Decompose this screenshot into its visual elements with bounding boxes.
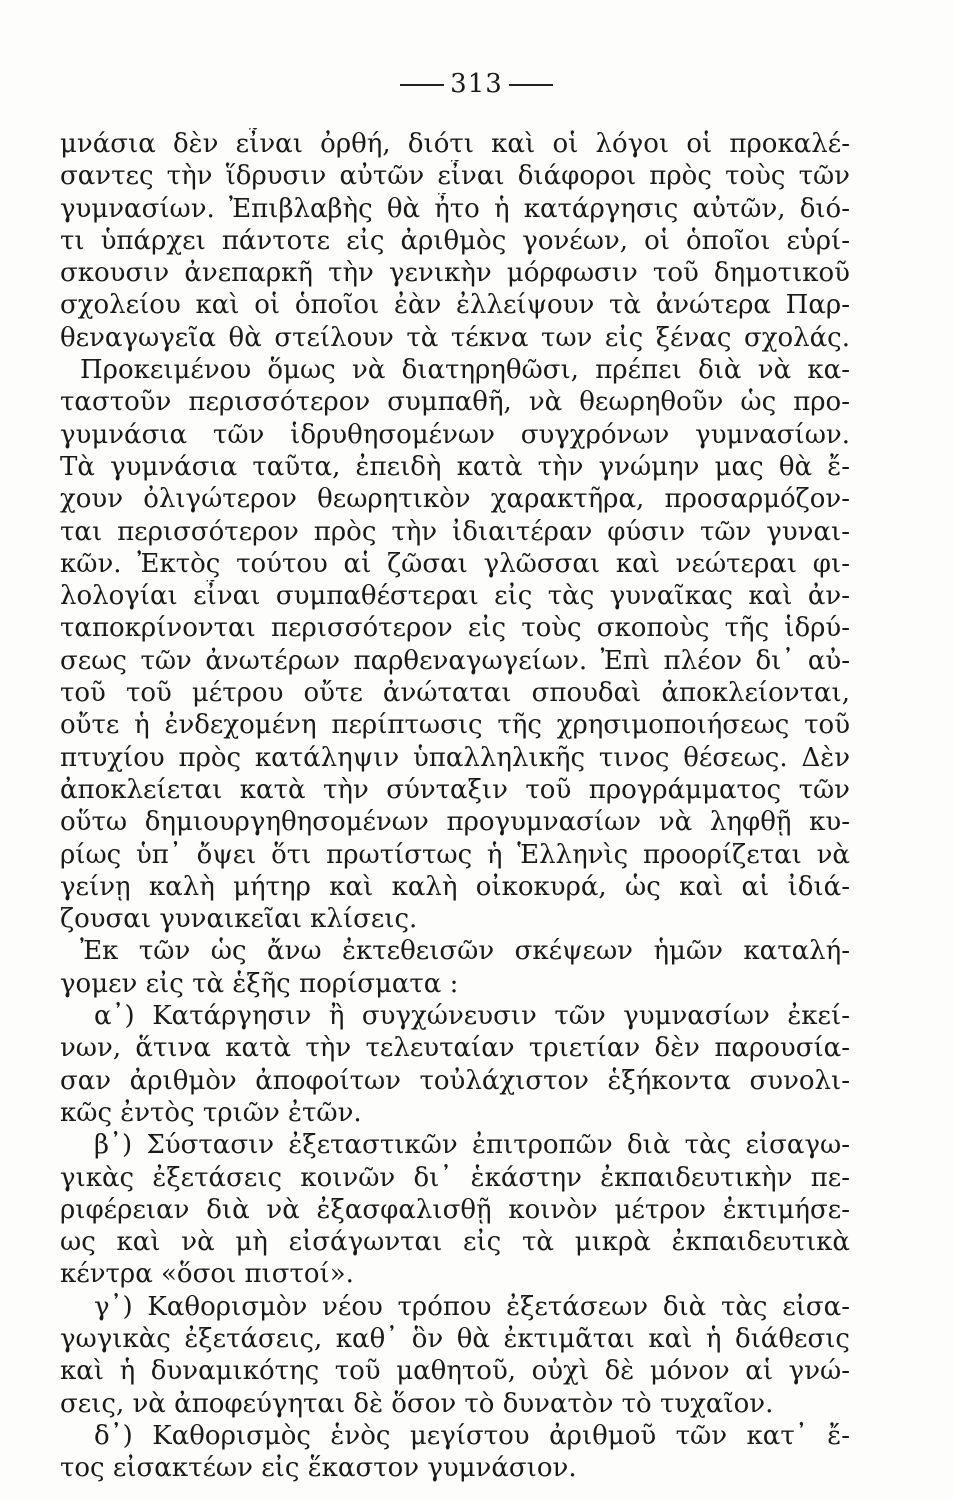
text-line: ἀποκλείεται κατὰ τὴν σύνταξιν τοῦ προγράμματος τῶν (60, 774, 850, 805)
right-dash (509, 84, 553, 86)
text-line: γ᾿) Καθορισμὸν νέου τρόπου ἐξετάσεων διὰ τὰς εἰσα- (94, 1291, 850, 1322)
text-line: δ᾿) Καθορισμὸς ἑνὸς μεγίστου ἀριθμοῦ τῶν κατ᾿ ἔ- (94, 1420, 850, 1451)
text-line: θεναγωγεῖα θὰ στείλουν τὰ τέκνα των εἰς ξένας σχολάς. (60, 322, 850, 353)
text-line: ζουσαι γυναικεῖαι κλίσεις. (60, 904, 418, 935)
text-line: κῶς ἐντὸς τριῶν ἐτῶν. (60, 1097, 362, 1128)
text-line: τι ὑπάρχει πάντοτε εἰς ἀριθμὸς γονέων, οἱ ὁποῖοι εὑρί- (60, 225, 850, 256)
page-number (0, 64, 953, 104)
text-line: ρίως ὑπ᾿ ὄψει ὅτι πρωτίστως ἡ Ἑλληνὶς προορίζεται νὰ (60, 839, 850, 870)
body-text (60, 128, 850, 1484)
text-line: καὶ ἡ δυναμικότης τοῦ μαθητοῦ, οὐχὶ δὲ μόνον αἱ γνώ- (60, 1356, 850, 1387)
text-line: γείνῃ καλὴ μήτηρ καὶ καλὴ οἰκοκυρά, ὡς καὶ αἱ ἰδιά- (60, 871, 850, 902)
text-line: ται περισσότερον πρὸς τὴν ἰδιαιτέραν φύσιν τῶν γυναι- (60, 516, 850, 547)
text-line: σχολείου καὶ οἱ ὁποῖοι ἐὰν ἐλλείψουν τὰ ἀνώτερα Παρ- (60, 290, 850, 321)
text-line: γικὰς ἐξετάσεις κοινῶν δι᾿ ἑκάστην ἐκπαιδευτικὴν πε- (60, 1162, 850, 1193)
text-line: οὕτω δημιουργηθησομένων προγυμνασίων νὰ ληφθῇ κυ- (60, 807, 850, 838)
text-line: τοῦ τοῦ μέτρου οὔτε ἀνώταται σπουδαὶ ἀποκλείονται, (60, 678, 850, 709)
page-number-value: 313 (450, 69, 503, 99)
text-line: σεως τῶν ἀνωτέρων παρθεναγωγείων. Ἐπὶ πλέον δι᾿ αὐ- (60, 645, 850, 676)
text-line: β᾿) Σύστασιν ἐξεταστικῶν ἐπιτροπῶν διὰ τὰς εἰσαγω- (94, 1130, 850, 1161)
text-line: γυμνάσια τῶν ἱδρυθησομένων συγχρόνων γυμνασίων. (60, 419, 850, 450)
text-line: πτυχίου πρὸς κατάληψιν ὑπαλληλικῆς τινος θέσεως. Δὲν (60, 742, 850, 773)
text-line: ως καὶ νὰ μὴ εἰσάγωνται εἰς τὰ μικρὰ ἐκπαιδευτικὰ (60, 1227, 850, 1258)
text-line: Τὰ γυμνάσια ταῦτα, ἐπειδὴ κατὰ τὴν γνώμην μας θὰ ἔ- (60, 451, 850, 482)
text-line: οὔτε ἡ ἐνδεχομένη περίπτωσις τῆς χρησιμοποιήσεως τοῦ (60, 710, 850, 741)
text-line: ριφέρειαν διὰ νὰ ἐξασφαλισθῇ κοινὸν μέτρον ἐκτιμήσε- (60, 1194, 850, 1225)
text-line: κέντρα «ὅσοι πιστοί». (60, 1259, 354, 1290)
text-line: σαν ἀριθμὸν ἀποφοίτων τοὐλάχιστον ἑξήκοντα συνολι- (60, 1065, 850, 1096)
text-line: γωγικὰς ἐξετάσεις, καθ᾿ ὃν θὰ ἐκτιμᾶται καὶ ἡ διάθεσις (60, 1323, 850, 1354)
text-line: Προκειμένου ὅμως νὰ διατηρηθῶσι, πρέπει διὰ νὰ κα- (80, 355, 850, 386)
text-line: α᾿) Κατάργησιν ἢ συγχώνευσιν τῶν γυμνασίων ἐκεί- (94, 1001, 850, 1032)
text-line: νων, ἅτινα κατὰ τὴν τελευταίαν τριετίαν δὲν παρουσία- (60, 1033, 850, 1064)
text-line: σαντες τὴν ἵδρυσιν αὐτῶν εἶναι διάφοροι πρὸς τοὺς τῶν (60, 161, 850, 192)
text-line: ταποκρίνονται περισσότερον εἰς τοὺς σκοποὺς τῆς ἱδρύ- (60, 613, 850, 644)
text-line: σκουσιν ἀνεπαρκῆ τὴν γενικὴν μόρφωσιν τοῦ δημοτικοῦ (60, 258, 850, 289)
text-line: Ἐκ τῶν ὡς ἄνω ἐκτεθεισῶν σκέψεων ἡμῶν καταλή- (80, 936, 850, 967)
text-line: ταστοῦν περισσότερον συμπαθῆ, νὰ θεωρηθοῦν ὡς προ- (60, 387, 850, 418)
text-line: χουν ὀλιγώτερον θεωρητικὸν χαρακτῆρα, προσαρμόζον- (60, 484, 850, 515)
text-line: μνάσια δὲν εἶναι ὀρθή, διότι καὶ οἱ λόγοι οἱ προκαλέ- (60, 129, 850, 159)
left-dash (400, 84, 444, 86)
text-line: σεις, νὰ ἀποφεύγηται δὲ ὅσον τὸ δυνατὸν τὸ τυχαῖον. (60, 1388, 774, 1419)
text-line: γομεν εἰς τὰ ἑξῆς πορίσματα : (60, 968, 459, 999)
text-line: τος εἰσακτέων εἰς ἕκαστον γυμνάσιον. (60, 1453, 577, 1484)
text-line: γυμνασίων. Ἐπιβλαβὴς θὰ ἦτο ἡ κατάργησις αὐτῶν, διό- (60, 193, 850, 224)
text-line: λολογίαι εἶναι συμπαθέστεραι εἰς τὰς γυναῖκας καὶ ἀν- (60, 581, 850, 612)
text-line: κῶν. Ἐκτὸς τούτου αἱ ζῶσαι γλῶσσαι καὶ νεώτεραι φι- (60, 548, 850, 579)
